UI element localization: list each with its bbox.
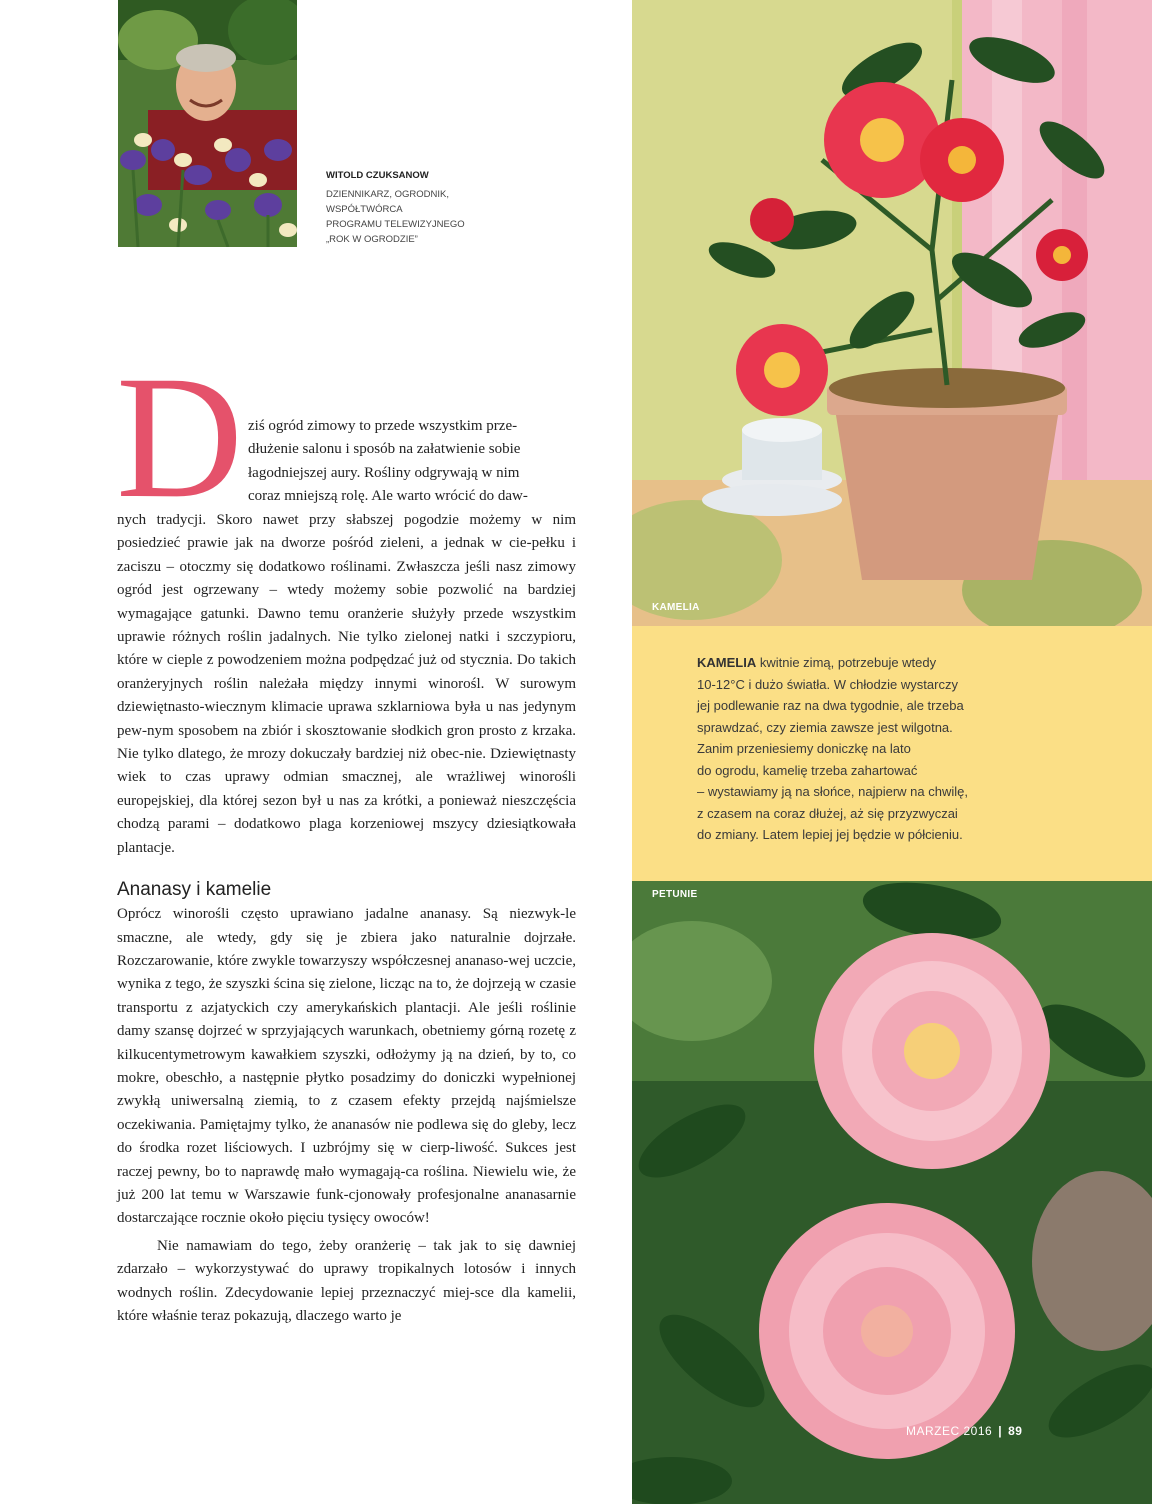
author-caption (326, 168, 526, 247)
petunie-photo-label: PETUNIE (652, 889, 698, 900)
info-line: Zanim przeniesiemy doniczkę na lato (697, 741, 911, 756)
kamelia-photo-label: KAMELIA (652, 602, 700, 613)
info-line (697, 652, 1027, 674)
kamelia-photo (632, 0, 1152, 626)
petunie-photo (632, 881, 1152, 1504)
section-heading: Ananasy i kamelie (117, 879, 272, 901)
info-box-text (697, 652, 1027, 846)
info-line: 10-12°C i dużo światła. W chłodzie wystarczy (697, 676, 958, 692)
article-paragraph: Nie namawiam do tego, żeby oranżerię – tak jak to się dawniej zdarzało – wykorzystywać do uprawy tropikalnych lotosów i innych wodnych roślin. Zdecydowanie lepiej przeznaczyć miej-sce dla kamelii, które właśnie teraz pokazują, dlaczego warto je (117, 1237, 576, 1324)
intro-line: coraz mniejszą rolę. Ale warto wrócić do daw- (248, 488, 528, 505)
author-role-line: WSPÓŁTWÓRCA (326, 204, 403, 215)
author-role-line: PROGRAMU TELEWIZYJNEGO (326, 219, 465, 230)
article-paragraph: Oprócz winorośli często uprawiano jadalne ananasy. Są niezwyk-le smaczne, ale wtedy, gdy się je zbiera jako naturalnie dojrzałe. Rozczarowanie, które zwykle towarzyszy współczesnej ananaso-wej uczcie, wynika z tego, że szyszki ścina się zielone, licząc na to, że dojrzeją w czasie transportu z azjatyckich czy amerykańskich plantacji. Ale jeśli roślinie damy szansę dojrzeć w sprzyjających warunkach, obetniemy górną rozetę z kilkucentymetrowym kawałkiem szyszki, odłożymy ją na dzień, by to, co mokre, obeschło, a następnie płytko posadzimy do doniczki wypełnionej zwykłą uniwersalną ziemią, to z czasem efekty przejdą najśmielsze oczekiwania. Pamiętajmy tylko, że ananasów nie podlewa się do gleby, lecz do środka rozet liściowych. I uzbrójmy się w cierp-liwość. Sukces jest raczej pewny, bo to naprawdę mało wymagają-ca roślina. Niewielu wie, że już 200 lat temu w Warszawie funk-cjonowały profesjonalne ananasarnie dostarczające rocznie około pięciu tysięcy owoców! (117, 906, 576, 1227)
author-role-line: DZIENNIKARZ, OGRODNIK, (326, 189, 449, 200)
article-body (117, 509, 576, 1328)
issue-date: MARZEC 2016 (906, 1424, 993, 1438)
page-footer (906, 1424, 1022, 1438)
article-intro (248, 415, 576, 509)
info-box-keyword: KAMELIA (697, 655, 757, 670)
author-role-line: „ROK W OGRODZIE” (326, 234, 418, 245)
article-paragraph: nych tradycji. Skoro nawet przy słabszej pogodzie możemy w nim posiedzieć prawie jak na dworze pośród zieleni, a jednak w cie-pełku i zaciszu – otoczmy się dodatkowo roślinami. Zwłaszcza jeśli nasz zimowy ogród jest ogrzewany – wtedy możemy sobie pozwolić na bardziej wymagające gatunki. Dawno temu oranżerie służyły przede wszystkim uprawie różnych roślin jadalnych. Nie tylko zielonej natki i szczypioru, które w cieple z powodzeniem można podpędzać już od stycznia. Do takich oranżeryjnych roślin należała między innymi winorośl. W surowym dziewiętnasto-wiecznym klimacie uprawa szklarniowa była u nas jedynym pew-nym sposobem na zbiór i skosztowanie słodkich gron prosto z krzaka. Nie tylko dlatego, że mrozy dokuczały bardziej niż obec-nie. Dziewiętnasty wiek to czas uprawy odmian smacznej, ale wrażliwej winorośli europejskiej, dla której sezon był u nas za krótki, a ponieważ nieszczęścia chodzą parami – dodatkowo plaga korzeniowej mszycy dziesiątkowała plantacje. (117, 512, 576, 856)
info-line: z czasem na coraz dłużej, aż się przyzwyczai (697, 805, 958, 821)
author-photo (118, 0, 297, 247)
info-line-text: kwitnie zimą, potrzebuje wtedy (756, 655, 937, 670)
intro-line: łagodniejszej aury. Rośliny odgrywają w nim (248, 464, 520, 481)
footer-separator: | (998, 1424, 1003, 1438)
author-name: WITOLD CZUKSANOW (326, 170, 429, 181)
drop-cap: D (116, 340, 244, 535)
intro-line: dłużenie salonu i sposób na załatwienie sobie (248, 441, 521, 458)
info-line: – wystawiamy ją na słońce, najpierw na chwilę, (697, 784, 968, 799)
info-line: jej podlewanie raz na dwa tygodnie, ale trzeba (697, 698, 964, 713)
info-line: do zmiany. Latem lepiej jej będzie w półcieniu. (697, 827, 963, 842)
info-line: do ogrodu, kamelię trzeba zahartować (697, 762, 918, 778)
page-number: 89 (1008, 1424, 1023, 1438)
intro-line: ziś ogród zimowy to przede wszystkim prze- (248, 418, 518, 434)
info-line: sprawdzać, czy ziemia zawsze jest wilgotna. (697, 719, 953, 735)
